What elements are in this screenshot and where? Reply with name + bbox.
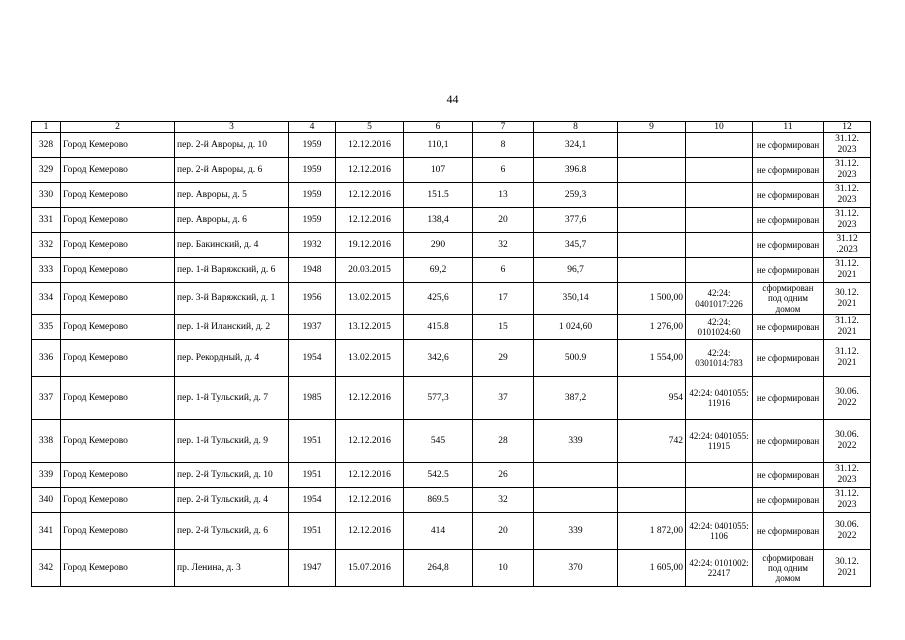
year-built-cell: 1959: [289, 208, 336, 233]
municipality-cell: Город Кемерово: [61, 377, 175, 420]
resettlement-deadline-cell: 30.06. 2022: [824, 513, 871, 550]
table-row: [32, 258, 871, 283]
year-built-cell: 1959: [289, 158, 336, 183]
municipality-cell: Город Кемерово: [61, 183, 175, 208]
survey-date-cell: 20.03.2015: [336, 258, 404, 283]
address-cell: пер. Авроры, д. 6: [175, 208, 289, 233]
land-area-cell: 339: [534, 513, 618, 550]
address-cell: пер. 2-й Тульский, д. 4: [175, 488, 289, 513]
land-plot-area-cell: 954: [618, 377, 686, 420]
total-area-cell: 342,6: [404, 340, 473, 377]
survey-date-cell: 13.02.2015: [336, 340, 404, 377]
survey-date-cell: 13.12.2015: [336, 315, 404, 340]
municipality-cell: Город Кемерово: [61, 233, 175, 258]
total-area-cell: 264,8: [404, 550, 473, 587]
survey-date-cell: 15.07.2016: [336, 550, 404, 587]
year-built-cell: 1951: [289, 463, 336, 488]
land-plot-area-cell: 1 605,00: [618, 550, 686, 587]
column-header: 1: [32, 122, 61, 133]
address-cell: пер. 2-й Тульский, д. 6: [175, 513, 289, 550]
table-row: [32, 133, 871, 158]
land-plot-area-cell: [618, 208, 686, 233]
column-header: 3: [175, 122, 289, 133]
table-row: [32, 340, 871, 377]
land-plot-status-cell: не сформирован: [753, 233, 824, 258]
table-row: [32, 420, 871, 463]
address-cell: пер. 1-й Тульский, д. 9: [175, 420, 289, 463]
land-area-cell: 350,14: [534, 283, 618, 315]
land-plot-status-cell: не сформирован: [753, 183, 824, 208]
survey-date-cell: 12.12.2016: [336, 488, 404, 513]
year-built-cell: 1948: [289, 258, 336, 283]
row-number-cell: 338: [32, 420, 61, 463]
residents-cell: 20: [473, 208, 534, 233]
land-area-cell: 500.9: [534, 340, 618, 377]
municipality-cell: Город Кемерово: [61, 133, 175, 158]
survey-date-cell: 12.12.2016: [336, 183, 404, 208]
residents-cell: 29: [473, 340, 534, 377]
cadastral-number-cell: [686, 133, 753, 158]
address-cell: пер. Бакинский, д. 4: [175, 233, 289, 258]
land-area-cell: 396.8: [534, 158, 618, 183]
municipality-cell: Город Кемерово: [61, 550, 175, 587]
municipality-cell: Город Кемерово: [61, 513, 175, 550]
column-header: 11: [753, 122, 824, 133]
cadastral-number-cell: 42:24: 0401055: 11915: [686, 420, 753, 463]
address-cell: пер. 1-й Тульский, д. 7: [175, 377, 289, 420]
resettlement-deadline-cell: 30.06. 2022: [824, 420, 871, 463]
total-area-cell: 542.5: [404, 463, 473, 488]
land-plot-status-cell: не сформирован: [753, 315, 824, 340]
address-cell: пер. 2-й Авроры, д. 10: [175, 133, 289, 158]
row-number-cell: 332: [32, 233, 61, 258]
column-header: 4: [289, 122, 336, 133]
resettlement-deadline-cell: 31.12. 2021: [824, 258, 871, 283]
cadastral-number-cell: [686, 233, 753, 258]
survey-date-cell: 12.12.2016: [336, 513, 404, 550]
municipality-cell: Город Кемерово: [61, 488, 175, 513]
row-number-cell: 341: [32, 513, 61, 550]
resettlement-deadline-cell: 31.12. 2023: [824, 488, 871, 513]
column-header: 5: [336, 122, 404, 133]
residents-cell: 28: [473, 420, 534, 463]
resettlement-deadline-cell: 31.12. 2023: [824, 158, 871, 183]
residents-cell: 13: [473, 183, 534, 208]
resettlement-deadline-cell: 31.12. 2023: [824, 463, 871, 488]
page-number: 44: [446, 92, 459, 106]
address-cell: пер. 3-й Варяжский, д. 1: [175, 283, 289, 315]
column-header: 10: [686, 122, 753, 133]
column-header: 12: [824, 122, 871, 133]
land-plot-status-cell: не сформирован: [753, 133, 824, 158]
land-plot-area-cell: 742: [618, 420, 686, 463]
address-cell: пер. 1-й Варяжский, д. 6: [175, 258, 289, 283]
table-row: [32, 377, 871, 420]
total-area-cell: 69,2: [404, 258, 473, 283]
total-area-cell: 425,6: [404, 283, 473, 315]
cadastral-number-cell: [686, 258, 753, 283]
row-number-cell: 328: [32, 133, 61, 158]
address-cell: пер. Рекордный, д. 4: [175, 340, 289, 377]
survey-date-cell: 12.12.2016: [336, 133, 404, 158]
cadastral-number-cell: [686, 463, 753, 488]
row-number-cell: 340: [32, 488, 61, 513]
municipality-cell: Город Кемерово: [61, 258, 175, 283]
residents-cell: 15: [473, 315, 534, 340]
total-area-cell: 151.5: [404, 183, 473, 208]
column-header: 6: [404, 122, 473, 133]
land-plot-area-cell: [618, 158, 686, 183]
cadastral-number-cell: [686, 183, 753, 208]
table-row: [32, 488, 871, 513]
land-area-cell: 1 024,60: [534, 315, 618, 340]
residents-cell: 17: [473, 283, 534, 315]
table-row: [32, 158, 871, 183]
cadastral-number-cell: 42:24: 0101024:60: [686, 315, 753, 340]
residents-cell: 8: [473, 133, 534, 158]
land-plot-area-cell: [618, 233, 686, 258]
land-plot-status-cell: сформирован под одним домом: [753, 283, 824, 315]
land-plot-area-cell: [618, 133, 686, 158]
survey-date-cell: 13.02.2015: [336, 283, 404, 315]
table-body: [32, 133, 871, 587]
total-area-cell: 869.5: [404, 488, 473, 513]
land-plot-status-cell: не сформирован: [753, 158, 824, 183]
table-row: [32, 183, 871, 208]
cadastral-number-cell: [686, 158, 753, 183]
total-area-cell: 414: [404, 513, 473, 550]
survey-date-cell: 12.12.2016: [336, 463, 404, 488]
total-area-cell: 107: [404, 158, 473, 183]
total-area-cell: 110,1: [404, 133, 473, 158]
residents-cell: 20: [473, 513, 534, 550]
total-area-cell: 290: [404, 233, 473, 258]
residents-cell: 32: [473, 488, 534, 513]
table-row: [32, 208, 871, 233]
table-row: [32, 550, 871, 587]
table-row: [32, 233, 871, 258]
survey-date-cell: 12.12.2016: [336, 377, 404, 420]
total-area-cell: 415.8: [404, 315, 473, 340]
housing-registry-table: [31, 121, 871, 587]
land-area-cell: 259,3: [534, 183, 618, 208]
land-area-cell: 370: [534, 550, 618, 587]
resettlement-deadline-cell: 31.12. 2023: [824, 208, 871, 233]
row-number-cell: 331: [32, 208, 61, 233]
resettlement-deadline-cell: 30.12. 2021: [824, 283, 871, 315]
land-plot-area-cell: [618, 183, 686, 208]
land-plot-status-cell: не сформирован: [753, 488, 824, 513]
resettlement-deadline-cell: 31.12 .2023: [824, 233, 871, 258]
cadastral-number-cell: 42:24: 0401055: 11916: [686, 377, 753, 420]
land-area-cell: 345,7: [534, 233, 618, 258]
year-built-cell: 1959: [289, 183, 336, 208]
land-area-cell: [534, 488, 618, 513]
cadastral-number-cell: 42:24: 0101002: 22417: [686, 550, 753, 587]
land-plot-status-cell: не сформирован: [753, 377, 824, 420]
table-row: [32, 513, 871, 550]
land-plot-area-cell: [618, 463, 686, 488]
residents-cell: 37: [473, 377, 534, 420]
municipality-cell: Город Кемерово: [61, 463, 175, 488]
land-plot-status-cell: не сформирован: [753, 513, 824, 550]
land-area-cell: 96,7: [534, 258, 618, 283]
year-built-cell: 1947: [289, 550, 336, 587]
resettlement-deadline-cell: 31.12. 2023: [824, 133, 871, 158]
year-built-cell: 1985: [289, 377, 336, 420]
land-plot-area-cell: 1 554,00: [618, 340, 686, 377]
row-number-cell: 339: [32, 463, 61, 488]
land-plot-area-cell: 1 500,00: [618, 283, 686, 315]
land-area-cell: 387,2: [534, 377, 618, 420]
table-row: [32, 315, 871, 340]
row-number-cell: 330: [32, 183, 61, 208]
land-plot-status-cell: не сформирован: [753, 463, 824, 488]
row-number-cell: 336: [32, 340, 61, 377]
row-number-cell: 342: [32, 550, 61, 587]
residents-cell: 6: [473, 158, 534, 183]
address-cell: пер. Авроры, д. 5: [175, 183, 289, 208]
resettlement-deadline-cell: 30.12. 2021: [824, 550, 871, 587]
cadastral-number-cell: [686, 488, 753, 513]
residents-cell: 26: [473, 463, 534, 488]
header-row: [32, 122, 871, 133]
resettlement-deadline-cell: 30.06. 2022: [824, 377, 871, 420]
resettlement-deadline-cell: 31.12. 2021: [824, 340, 871, 377]
land-area-cell: 339: [534, 420, 618, 463]
land-plot-area-cell: 1 276,00: [618, 315, 686, 340]
residents-cell: 6: [473, 258, 534, 283]
survey-date-cell: 12.12.2016: [336, 208, 404, 233]
municipality-cell: Город Кемерово: [61, 283, 175, 315]
survey-date-cell: 12.12.2016: [336, 420, 404, 463]
land-plot-status-cell: не сформирован: [753, 420, 824, 463]
address-cell: пер. 1-й Иланский, д. 2: [175, 315, 289, 340]
year-built-cell: 1954: [289, 488, 336, 513]
year-built-cell: 1954: [289, 340, 336, 377]
year-built-cell: 1951: [289, 513, 336, 550]
column-header: 7: [473, 122, 534, 133]
survey-date-cell: 19.12.2016: [336, 233, 404, 258]
cadastral-number-cell: [686, 208, 753, 233]
municipality-cell: Город Кемерово: [61, 158, 175, 183]
table-row: [32, 283, 871, 315]
year-built-cell: 1959: [289, 133, 336, 158]
land-area-cell: [534, 463, 618, 488]
resettlement-deadline-cell: 31.12. 2021: [824, 315, 871, 340]
total-area-cell: 545: [404, 420, 473, 463]
cadastral-number-cell: 42:24: 0401017:226: [686, 283, 753, 315]
year-built-cell: 1951: [289, 420, 336, 463]
land-plot-area-cell: [618, 258, 686, 283]
table-row: [32, 463, 871, 488]
land-plot-status-cell: не сформирован: [753, 340, 824, 377]
year-built-cell: 1937: [289, 315, 336, 340]
land-plot-status-cell: не сформирован: [753, 208, 824, 233]
year-built-cell: 1956: [289, 283, 336, 315]
municipality-cell: Город Кемерово: [61, 208, 175, 233]
cadastral-number-cell: 42:24: 0301014:783: [686, 340, 753, 377]
address-cell: пер. 2-й Тульский, д. 10: [175, 463, 289, 488]
land-area-cell: 324,1: [534, 133, 618, 158]
cadastral-number-cell: 42:24: 0401055: 1106: [686, 513, 753, 550]
resettlement-deadline-cell: 31.12. 2023: [824, 183, 871, 208]
row-number-cell: 335: [32, 315, 61, 340]
address-cell: пр. Ленина, д. 3: [175, 550, 289, 587]
row-number-cell: 337: [32, 377, 61, 420]
land-plot-status-cell: не сформирован: [753, 258, 824, 283]
address-cell: пер. 2-й Авроры, д. 6: [175, 158, 289, 183]
land-plot-area-cell: [618, 488, 686, 513]
land-plot-area-cell: 1 872,00: [618, 513, 686, 550]
land-plot-status-cell: сформирован под одним домом: [753, 550, 824, 587]
row-number-cell: 333: [32, 258, 61, 283]
row-number-cell: 334: [32, 283, 61, 315]
column-header: 9: [618, 122, 686, 133]
total-area-cell: 577,3: [404, 377, 473, 420]
survey-date-cell: 12.12.2016: [336, 158, 404, 183]
municipality-cell: Город Кемерово: [61, 340, 175, 377]
column-header: 8: [534, 122, 618, 133]
year-built-cell: 1932: [289, 233, 336, 258]
municipality-cell: Город Кемерово: [61, 315, 175, 340]
residents-cell: 10: [473, 550, 534, 587]
municipality-cell: Город Кемерово: [61, 420, 175, 463]
total-area-cell: 138,4: [404, 208, 473, 233]
land-area-cell: 377,6: [534, 208, 618, 233]
residents-cell: 32: [473, 233, 534, 258]
column-header: 2: [61, 122, 175, 133]
row-number-cell: 329: [32, 158, 61, 183]
